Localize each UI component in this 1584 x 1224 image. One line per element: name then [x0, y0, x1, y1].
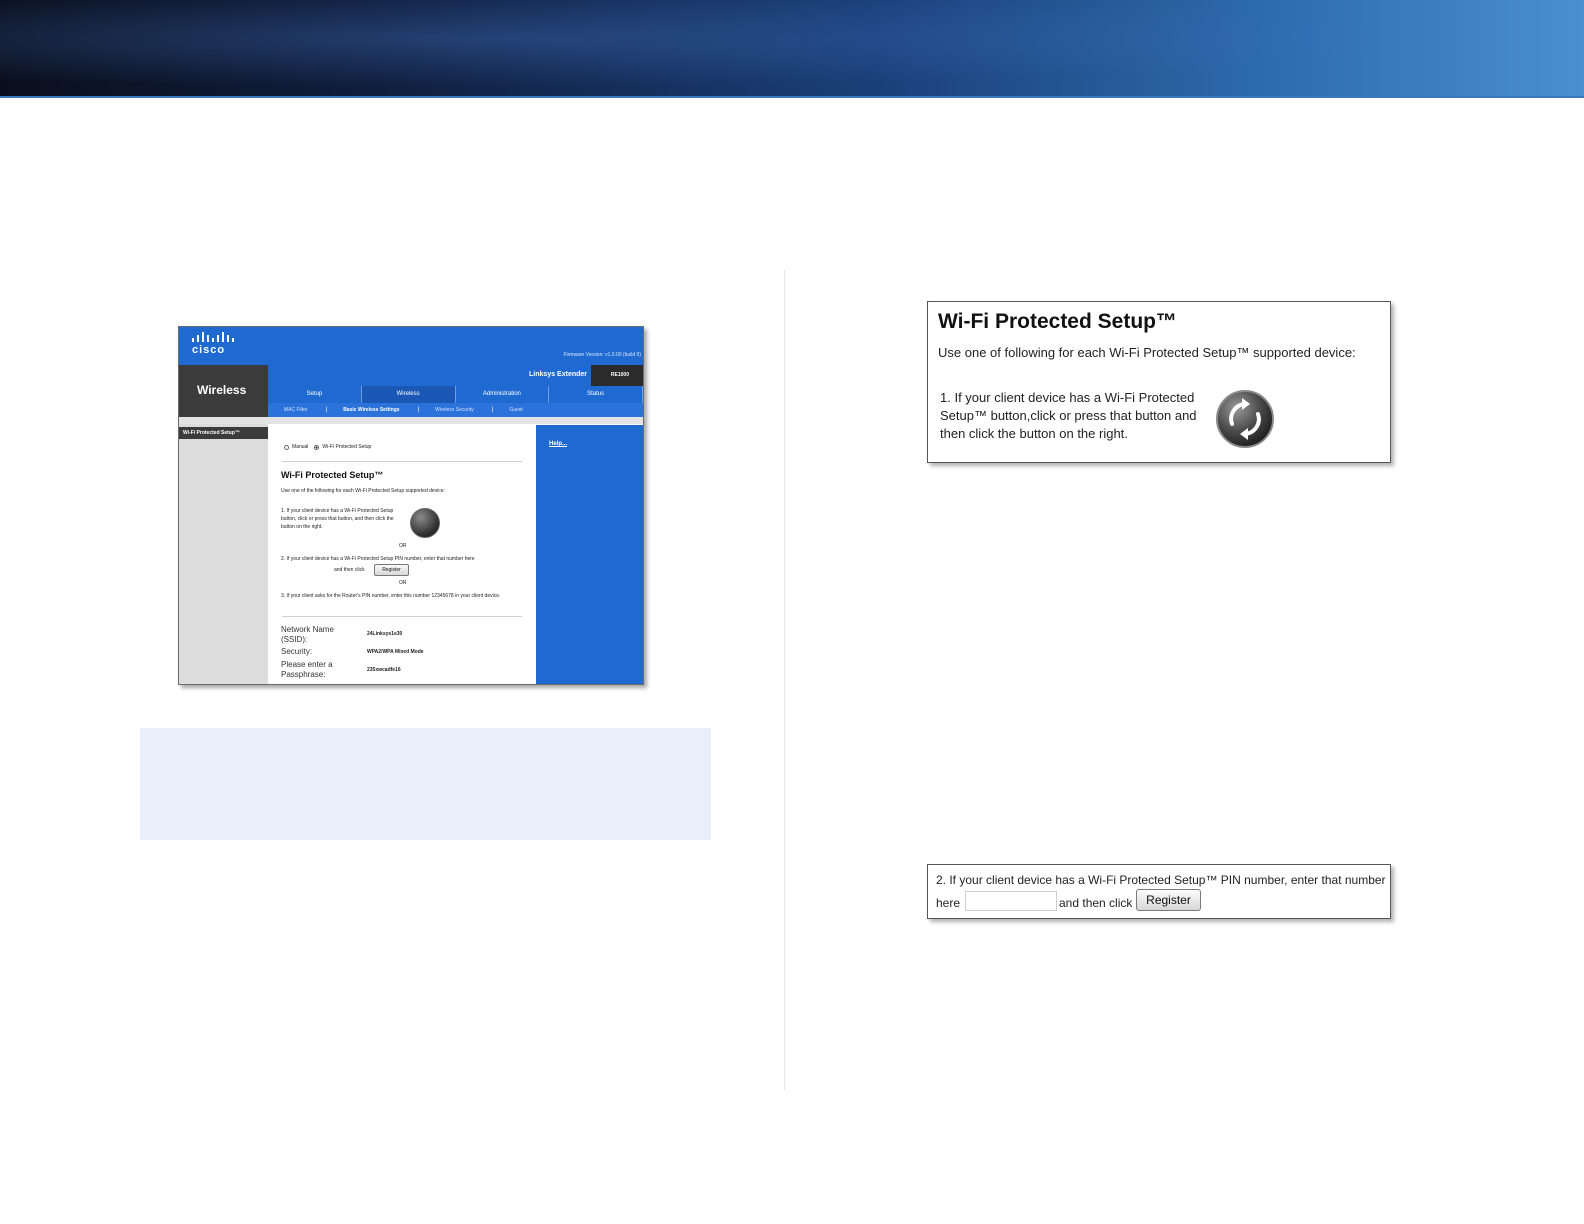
cisco-logo-text: cisco — [192, 344, 226, 356]
divider — [282, 616, 522, 617]
tab-wireless[interactable]: Wireless — [362, 386, 456, 403]
banner-divider — [0, 96, 1584, 98]
wps-step2b-small: and then click — [334, 567, 365, 573]
pin-here-label: here — [936, 896, 961, 910]
wps-step1: 1. If your client device has a Wi-Fi Protected Setup™ button,click or press that button and then click the button on the right. — [940, 390, 1197, 441]
section-title: Wireless — [197, 383, 247, 397]
subtab-guest[interactable]: Guest — [509, 407, 523, 413]
help-panel — [536, 425, 643, 684]
content-area — [268, 424, 535, 684]
or-label: OR — [399, 580, 407, 586]
header-banner — [0, 0, 1584, 96]
mode-radios — [284, 444, 371, 450]
wps-arrows-icon — [1218, 392, 1272, 446]
subtab-mac-filter[interactable]: MAC Filter — [284, 407, 308, 413]
wps-button-crop — [927, 301, 1391, 463]
sidebar — [179, 424, 268, 684]
subtab-separator: | — [491, 407, 494, 413]
tab-setup[interactable]: Setup — [268, 386, 362, 403]
ssid-value: 24Linksys1e30 — [367, 631, 403, 637]
wps-step1-small: 1. If your client device has a Wi-Fi Protected Setup button, click or press that button, and then click the button on the right. — [281, 508, 394, 530]
subtab-wireless-security[interactable]: Wireless Security — [435, 407, 474, 413]
sub-tabs — [268, 403, 643, 417]
security-label: Security: — [281, 647, 313, 656]
column-divider — [784, 270, 785, 1090]
model-number: RE1000 — [610, 372, 629, 378]
wps-pin-crop — [927, 864, 1391, 919]
pin-input[interactable] — [965, 891, 1057, 911]
subtab-separator: | — [325, 407, 328, 413]
main-tabs — [268, 386, 643, 403]
note-box — [140, 728, 711, 840]
tab-administration[interactable]: Administration — [456, 386, 550, 403]
wps-title-small: Wi-Fi Protected Setup™ — [281, 470, 384, 480]
or-label: OR — [399, 543, 407, 549]
banner-glow — [0, 0, 1584, 96]
ssid-label: Network Name (SSID): — [281, 625, 334, 644]
radio-wps[interactable] — [314, 445, 319, 450]
wps-intro-small: Use one of the following for each Wi-Fi Protected Setup supported device: — [281, 488, 445, 494]
divider — [282, 461, 522, 462]
subtab-separator: | — [417, 407, 420, 413]
pin-instruction: 2. If your client device has a Wi-Fi Protected Setup™ PIN number, enter that number — [936, 873, 1386, 887]
subtab-basic-wireless[interactable]: Basic Wireless Settings — [343, 407, 400, 413]
wps-button-icon[interactable] — [410, 508, 440, 538]
register-button-small[interactable]: Register — [374, 564, 409, 576]
cisco-logo-icon — [192, 332, 234, 342]
wps-intro: Use one of following for each Wi-Fi Protected Setup™ supported device: — [938, 345, 1356, 360]
router-ui-screenshot — [178, 326, 644, 685]
sidebar-item-wps[interactable]: Wi-Fi Protected Setup™ — [179, 427, 268, 439]
radio-wps-label: Wi-Fi Protected Setup — [322, 444, 372, 450]
gray-strip — [179, 417, 643, 424]
wps-title: Wi-Fi Protected Setup™ — [938, 310, 1177, 333]
wps-step3-small: 3. If your client asks for the Router's PIN number, enter this number 12345678 in your client device. — [281, 593, 501, 599]
passphrase-label: Please enter a Passphrase: — [281, 660, 333, 679]
register-button[interactable]: Register — [1136, 889, 1201, 911]
router-topbar — [179, 327, 643, 365]
tab-status[interactable]: Status — [549, 386, 643, 403]
pin-and-then-click: and then click — [1059, 896, 1133, 910]
security-value: WPA2/WPA Mixed Mode — [367, 649, 424, 655]
product-name: Linksys Extender — [529, 371, 587, 378]
wps-step2-small: 2. If your client device has a Wi-Fi Protected Setup PIN number, enter that number here — [281, 556, 475, 562]
help-link[interactable]: Help... — [549, 441, 568, 447]
radio-manual[interactable] — [284, 445, 289, 450]
wps-icon[interactable] — [1216, 390, 1274, 448]
firmware-version: Firmware Version: v1.0.00 (build 9) — [563, 352, 641, 358]
passphrase-value: 235xwcadfe16 — [367, 667, 401, 673]
radio-manual-label: Manual — [292, 444, 309, 450]
